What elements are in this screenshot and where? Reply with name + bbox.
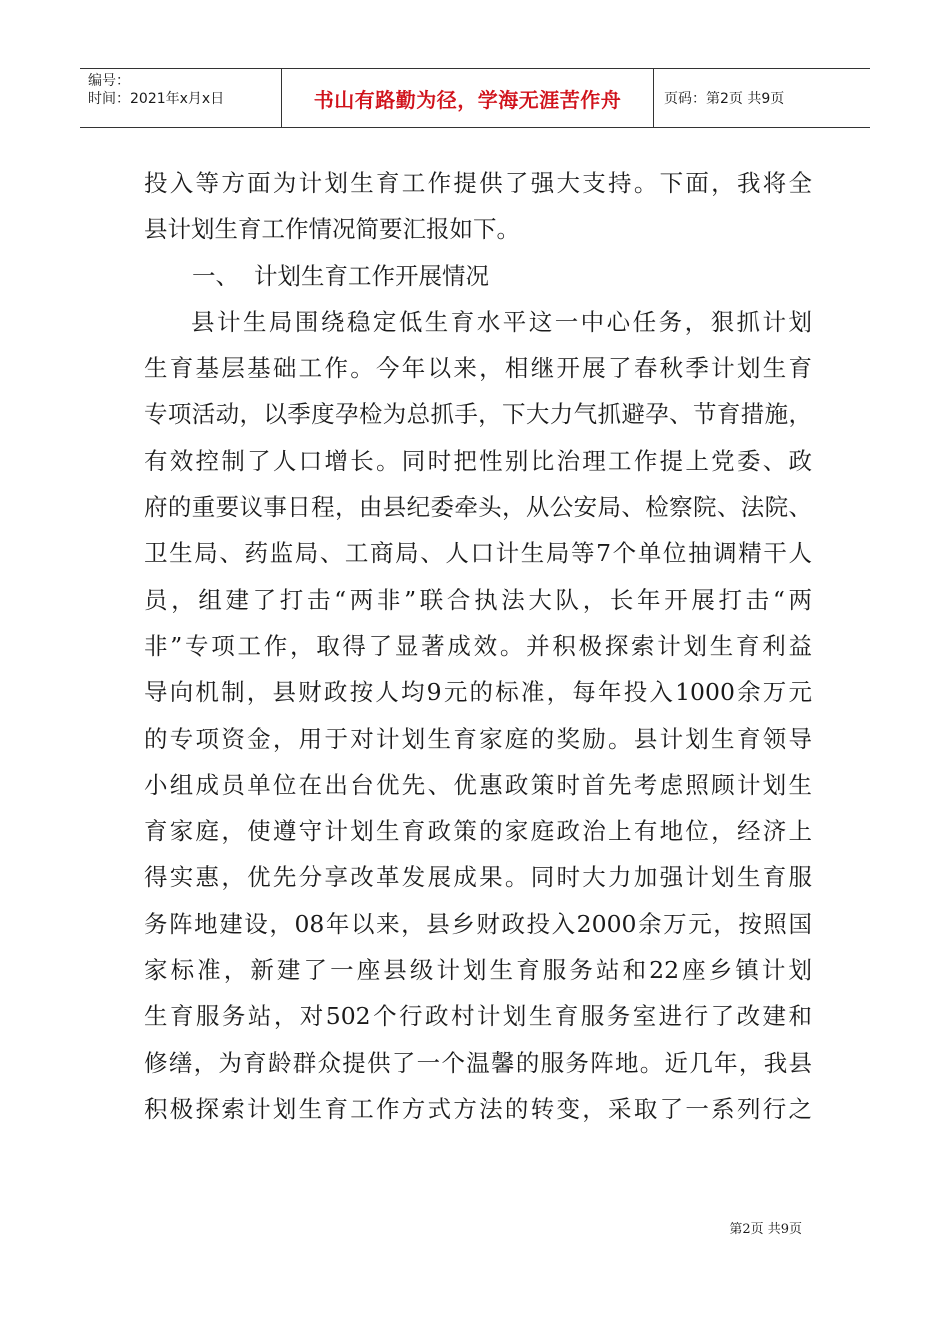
text-line: 的专项资金，用于对计划生育家庭的奖励。县计划生育领导	[144, 724, 812, 753]
text-line: 育家庭，使遵守计划生育政策的家庭政治上有地位，经济上	[144, 817, 812, 846]
text-line: 得实惠，优先分享改革发展成果。同时大力加强计划生育服	[144, 863, 812, 892]
page-footer: 第2页 共9页	[729, 1222, 802, 1237]
text-line: 生育服务站，对502个行政村计划生育服务室进行了改建和	[144, 1002, 812, 1031]
document-date-label: 时间：2021年x月x日	[88, 91, 225, 107]
text-line: 卫生局、药监局、工商局、人口计生局等7个单位抽调精干人	[144, 539, 812, 568]
text-line: 导向机制，县财政按人均9元的标准，每年投入1000余万元	[144, 678, 812, 707]
text-line: 生育基层基础工作。今年以来，相继开展了春秋季计划生育	[144, 354, 812, 383]
text-line: 有效控制了人口增长。同时把性别比治理工作提上党委、政	[144, 446, 812, 475]
text-line: 县计生局围绕稳定低生育水平这一中心任务，狠抓计划	[191, 307, 812, 336]
text-line: 县计划生育工作情况简要汇报如下。	[144, 215, 520, 244]
header-motto: 书山有路勤为径，学海无涯苦作舟	[282, 69, 654, 127]
paragraph	[144, 299, 812, 1132]
text-line: 府的重要议事日程，由县纪委牵头，从公安局、检察院、法院、	[144, 493, 812, 522]
header-meta	[80, 69, 282, 127]
text-line: 员，组建了打击“两非”联合执法大队，长年开展打击“两	[144, 585, 812, 614]
section-heading: 一、 计划生育工作开展情况	[192, 261, 489, 290]
text-line: 务阵地建设，08年以来，县乡财政投入2000余万元，按照国	[144, 909, 812, 938]
text-line: 投入等方面为计划生育工作提供了强大支持。下面，我将全	[144, 169, 812, 197]
text-line: 专项活动，以季度孕检为总抓手，下大力气抓避孕、节育措施，	[144, 400, 812, 429]
document-body	[144, 160, 812, 1132]
text-line: 家标准，新建了一座县级计划生育服务站和22座乡镇计划	[144, 956, 812, 985]
text-line: 非”专项工作，取得了显著成效。并积极探索计划生育利益	[144, 631, 812, 660]
text-line: 小组成员单位在出台优先、优惠政策时首先考虑照顾计划生	[144, 770, 812, 799]
page-header	[80, 68, 870, 128]
text-line: 修缮，为育龄群众提供了一个温馨的服务阵地。近几年，我县	[144, 1048, 812, 1077]
text-line: 积极探索计划生育工作方式方法的转变，采取了一系列行之	[144, 1094, 812, 1123]
document-number-label: 编号：	[88, 73, 130, 89]
header-page-info: 页码：第2页 共9页	[664, 91, 785, 107]
